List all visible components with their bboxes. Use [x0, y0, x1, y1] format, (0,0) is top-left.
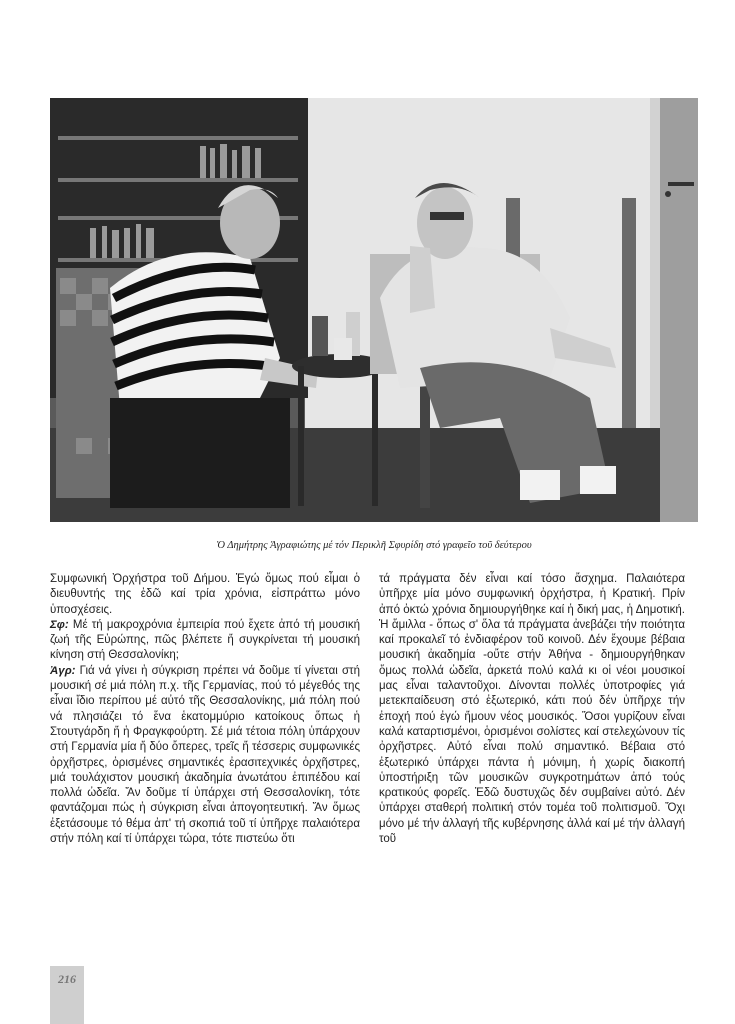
page-number: 216 — [58, 972, 76, 986]
paragraph-text: Μέ τή μακροχρόνια ἐμπειρία πού ἔχετε ἀπό τή μουσική ζωή τῆς Εὐρώπης, πῶς βλέπετε ἤ συγκρίνεται τή μουσική κίνηση στή Θεσσαλονίκη; — [50, 618, 360, 662]
paragraph: Συμφωνική Ὀρχήστρα τοῦ Δήμου. Ἐγώ ὅμως πού εἶμαι ὁ διευθυντής της ἐδῶ καί τρία χρόνια, εἰσπράττω μόνο ὑποσχέσεις. — [50, 573, 360, 616]
paragraph: τά πράγματα δέν εἶναι καί τόσο ἄσχημα. Παλαιότερα ὑπῆρχε μία μόνο συμφωνική ὀρχήστρα, ἡ Κρατική. Πρίν ἀπό ὀκτώ χρόνια δημιουργήθηκε καί ἡ δική μας, ἡ Δημοτική. Ἡ ἅμιλλα - ὅπως σ' ὅλα τά πράγματα ἀνεβάζει τήν ποιότητα καί προκαλεῖ τό ἐνδιαφέρον τοῦ κοινοῦ. Δέν ἔχουμε βέβαια μουσική ἀκαδημία -οὔτε στήν Ἀθήνα - δημιουργήθηκαν ὅμως πολλά ὠδεῖα, ἀρκετά πολύ καλά κι οἱ νέοι μουσικοί μας εἶναι ταλαντοῦχοι. Δίνονται πολλές ὑποτροφίες γιά μετεκπαίδευση στό ἐξωτερικό, κάτι πού δέν ὑπῆρχε τήν ἐποχή πού ἐγώ ἤμουν νέος μουσικός. Ὅσοι γυρίζουν εἶναι καλά καταρτισμένοι, ὁρισμένοι σολίστες καί στελεχώνουν τίς ὀρχῆστρες. Αὐτό εἶναι πολύ σημαντικό. Βέβαια στό ἐξωτερικό ὑπάρχει πάντα ἡ μόνιμη, ἡ χωρίς διακοπή ὑποστήριξη τῶν μουσικῶν συγκροτημάτων ἀπό τούς κρατικούς φορεῖς. Ἐδῶ δυστυχῶς δέν συμβαίνει αὐτό. Δέν ὑπάρχει σταθερή πολιτική στόν τομέα τοῦ πολιτισμοῦ. Ὄχι μόνο μέ τήν ἀλλαγή τῆς κυβέρνησης ἀλλά καί μέ τήν ἀλλαγή τοῦ — [379, 573, 685, 846]
paragraph-text: Γιά νά γίνει ἡ σύγκριση πρέπει νά δοῦμε τί γίνεται στή μουσική σέ μιά πόλη π.χ. τῆς Γερμανίας, πού τό μέγεθός της εἶναι ἴδιο περίπου μέ αὐτό τῆς Θεσσαλονίκης, μιά πόλη πού νά πλησιάζει τό ἕνα ἑκατομμύριο κατοίκους ὅπως ἡ Στουτγάρδη ἤ ἡ Φραγκφούρτη. Σέ μιά τέτοια πόλη ὑπάρχουν στή Γερμανία μία ἤ δύο ὄπερες, τρεῖς ἤ τέσσερις συμφωνικές ὀρχῆστρες, ὁρισμένες σημαντικές ἐρασιτεχνικές ὀρχῆστρες, μιά τουλάχιστον μουσική ἀκαδημία ἀνωτάτου ἐπιπέδου καί πολλά ὠδεῖα. Ἄν δοῦμε τί ὑπάρχει στή Θεσσαλονίκη, τότε φαντάζομαι πώς ἡ σύγκριση εἶναι ἀπογοητευτική. Ἄν ὅμως ἐξετάσουμε τό θέμα ἀπ' τή σκοπιά τοῦ τί ὑπῆρχε παλαιότερα στήν πόλη καί τί ὑπάρχει τώρα, τότε πιστεύω ὅτι — [50, 664, 360, 846]
text-column-right — [379, 572, 685, 847]
paragraph — [50, 664, 360, 848]
paragraph — [50, 618, 360, 664]
speaker-label: Σφ: — [50, 618, 69, 631]
photo-two-men-seated — [50, 98, 698, 522]
speaker-label: Ἀγρ: — [50, 664, 76, 677]
text-column-left — [50, 572, 360, 847]
page-number-box — [50, 966, 84, 1024]
photograph — [50, 98, 698, 522]
photo-caption: Ὁ Δημήτρης Ἀγραφιώτης μέ τόν Περικλῆ Σφυρίδη στό γραφεῖο τοῦ δεύτερου — [216, 540, 532, 551]
